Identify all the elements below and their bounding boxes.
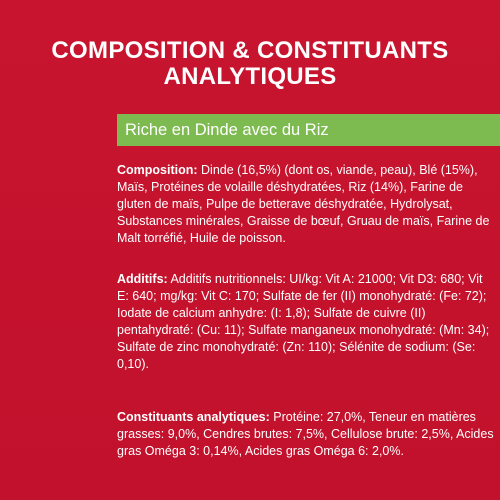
additives-text: Additifs nutritionnels: UI/kg: Vit A: 21000; Vit D3: 680; Vit E: 640; mg/kg: Vit C: 170; Sulfate de fer (II) monohydraté: (Fe: 72); Iodate de calcium anhydre: (I: 1,8); Sulfate de cuivre (II) pentahydraté: (Cu: 11); Sulfate manganeux monohydraté: (Mn: 34); Sulfate de zinc monohydraté: (Zn: 110); Sélénite de sodium: (Se: 0,10). — [117, 272, 490, 371]
composition-label: Composition: — [117, 163, 198, 177]
recipe-banner: Riche en Dinde avec du Riz — [117, 114, 500, 146]
page-title — [0, 38, 500, 90]
composition-text: Dinde (16,5%) (dont os, viande, peau), Blé (15%), Maïs, Protéines de volaille déshydratées, Riz (14%), Farine de gluten de maïs, Pulpe de betterave déshydratée, Hydrolysat, Substances minérales, Graisse de bœuf, Gruau de maïs, Farine de Malt torréfié, Huile de poisson. — [117, 163, 490, 245]
additives-label: Additifs: — [117, 272, 168, 286]
page-title-line-2: ANALYTIQUES — [163, 63, 337, 90]
page-title-line-1: COMPOSITION & CONSTITUANTS — [51, 37, 449, 64]
analytical-constituents-text: Protéine: 27,0%, Teneur en matières grasses: 9,0%, Cendres brutes: 7,5%, Cellulose brute: 2,5%, Acides gras Oméga 3: 0,14%, Acides gras Oméga 6: 2,0%. — [117, 410, 494, 458]
additives-section — [117, 271, 495, 373]
composition-section — [117, 162, 495, 247]
analytical-constituents-section — [117, 409, 495, 460]
analytical-constituents-label: Constituants analytiques: — [117, 410, 270, 424]
